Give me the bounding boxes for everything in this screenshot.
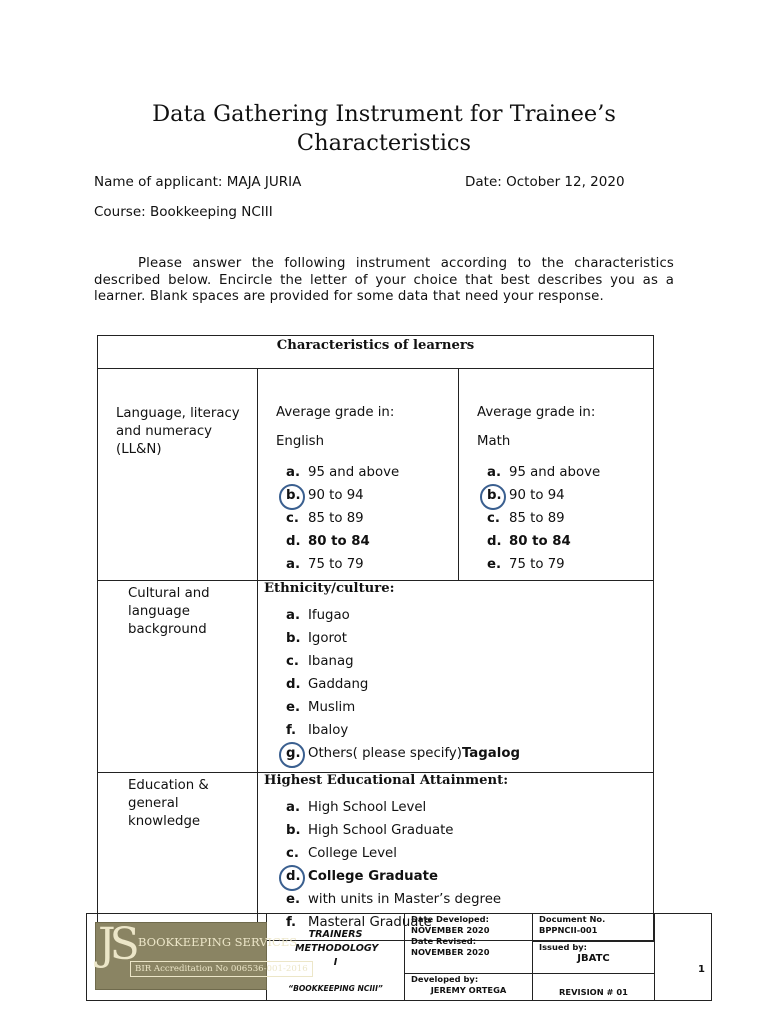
culture-option-0[interactable] (286, 604, 653, 627)
english-cell (258, 369, 459, 581)
footer-date-developed: Date Developed: NOVEMBER 2020 (411, 914, 490, 935)
option-label: Gaddang (308, 677, 369, 692)
option-label: 90 to 94 (509, 488, 565, 503)
culture-option-5[interactable] (286, 719, 653, 742)
option-text (308, 796, 426, 819)
date-field: Date: October 12, 2020 (465, 174, 625, 190)
culture-option-4[interactable] (286, 696, 653, 719)
option-label: 85 to 89 (308, 511, 364, 526)
option-label: 80 to 84 (509, 534, 571, 549)
footer-revision: REVISION # 01 (559, 987, 628, 997)
option-label: 80 to 84 (308, 534, 370, 549)
company-logo (95, 919, 308, 990)
education-option-3[interactable] (286, 865, 653, 888)
applicant-name: Name of applicant: MAJA JURIA (94, 174, 302, 190)
option-text (308, 650, 354, 673)
education-option-1[interactable] (286, 819, 653, 842)
footer-developed-label: Developed by: (411, 974, 479, 984)
footer-date-revised: Date Revised: NOVEMBER 2020 (411, 936, 490, 957)
logo-js: JS (98, 919, 134, 970)
option-letter: d. (286, 534, 301, 549)
option-label: Others( please specify) (308, 746, 462, 761)
english-option-1[interactable] (286, 484, 458, 507)
document-title (0, 100, 768, 158)
document-footer (86, 913, 712, 1001)
option-label: Igorot (308, 631, 348, 646)
option-label: Masteral Graduate (308, 915, 432, 930)
option-letter: d. (286, 869, 301, 884)
option-text (308, 696, 355, 719)
option-answer: Tagalog (461, 746, 520, 761)
category-education: Education & general knowledge (128, 778, 209, 829)
option-letter: c. (286, 846, 299, 861)
english-subject: English (276, 434, 325, 449)
option-label: Muslim (308, 700, 356, 715)
option-text (509, 553, 565, 576)
footer-page-number: 1 (698, 964, 705, 975)
option-letter: d. (487, 534, 502, 549)
option-text (308, 742, 520, 765)
option-text (308, 484, 364, 507)
option-label: Ibaloy (308, 723, 349, 738)
title-line-1: Data Gathering Instrument for Trainee’s (152, 101, 616, 127)
option-label: Ifugao (308, 608, 350, 623)
footer-course: “BOOKKEEPING NCIII” (288, 984, 383, 993)
footer-revision-cell (533, 974, 655, 1000)
option-label: 95 and above (308, 465, 400, 480)
title-line-2: Characteristics (296, 130, 472, 156)
english-options (286, 461, 458, 576)
education-title: Highest Educational Attainment: (264, 773, 509, 788)
culture-options (286, 604, 653, 765)
option-label: 95 and above (509, 465, 601, 480)
option-letter: b. (286, 631, 301, 646)
option-letter: d. (286, 677, 301, 692)
option-text (509, 461, 600, 484)
logo-accreditation: BIR Accreditation No 006536-001-2016 (130, 961, 313, 977)
option-text (308, 604, 350, 627)
footer-issued-cell (533, 942, 655, 974)
option-label: High School Level (308, 800, 427, 815)
category-llnm: Language, literacy and numeracy (LL&N) (116, 406, 240, 457)
category-llnm-cell (98, 369, 258, 581)
math-option-4[interactable] (487, 553, 653, 576)
option-letter: e. (286, 892, 301, 907)
math-option-0[interactable] (487, 461, 653, 484)
culture-option-6[interactable] (286, 742, 653, 765)
education-option-2[interactable] (286, 842, 653, 865)
option-text (509, 507, 565, 530)
footer-issued-label: Issued by: (539, 942, 587, 952)
option-letter: a. (286, 557, 301, 572)
culture-cell (258, 581, 654, 773)
footer-docno-cell (533, 914, 655, 942)
english-option-2[interactable] (286, 507, 458, 530)
option-letter: a. (286, 800, 301, 815)
english-option-3[interactable] (286, 530, 458, 553)
culture-option-1[interactable] (286, 627, 653, 650)
option-text (308, 865, 438, 888)
instructions-paragraph: Please answer the following instrument according to the characteristics described below. Encircle the letter of your choice that best describes you as a learner. Blank spaces are provided for some data that need your response. (94, 256, 674, 305)
option-label: 90 to 94 (308, 488, 364, 503)
english-option-4[interactable] (286, 553, 458, 576)
option-letter: b. (286, 488, 301, 503)
option-letter: f. (286, 723, 297, 738)
category-culture-cell (98, 581, 258, 773)
option-text (308, 461, 399, 484)
category-culture: Cultural and language background (128, 586, 210, 637)
option-letter: g. (286, 746, 301, 761)
option-label: 85 to 89 (509, 511, 565, 526)
footer-dates-cell (405, 914, 533, 974)
math-options (487, 461, 653, 576)
option-text (308, 627, 347, 650)
math-option-2[interactable] (487, 507, 653, 530)
option-text (308, 530, 370, 553)
option-letter: c. (487, 511, 500, 526)
option-text (308, 888, 501, 911)
footer-trainers: TRAINERS METHODOLOGY I (295, 929, 379, 968)
option-text (308, 553, 364, 576)
math-option-1[interactable] (487, 484, 653, 507)
footer-title-cell (267, 914, 405, 1000)
option-label: Ibanag (308, 654, 354, 669)
option-letter: a. (286, 608, 301, 623)
option-letter: c. (286, 654, 299, 669)
footer-logo-cell (87, 914, 308, 1000)
course-field: Course: Bookkeeping NCIII (94, 204, 273, 220)
option-text (308, 819, 454, 842)
math-option-3[interactable] (487, 530, 653, 553)
option-letter: b. (487, 488, 502, 503)
option-letter: a. (487, 465, 502, 480)
option-text (308, 842, 397, 865)
option-text (308, 507, 364, 530)
education-option-0[interactable] (286, 796, 653, 819)
math-cell (459, 369, 654, 581)
option-label: 75 to 79 (509, 557, 565, 572)
english-heading: Average grade in: (276, 405, 395, 420)
option-letter: b. (286, 823, 301, 838)
math-subject: Math (477, 434, 511, 449)
option-letter: e. (286, 700, 301, 715)
option-label: College Level (308, 846, 397, 861)
option-label: with units in Master’s degree (308, 892, 502, 907)
footer-developer: JEREMY ORTEGA (430, 985, 507, 995)
footer-developed-cell (405, 974, 533, 1000)
table-header: Characteristics of learners (98, 336, 654, 369)
option-letter: c. (286, 511, 299, 526)
option-label: 75 to 79 (308, 557, 364, 572)
option-text (308, 673, 368, 696)
english-option-0[interactable] (286, 461, 458, 484)
footer-document-no: Document No. BPPNCII-001 (539, 914, 606, 935)
characteristics-table (97, 335, 654, 941)
option-letter: e. (487, 557, 502, 572)
option-letter: a. (286, 465, 301, 480)
logo-company-name: BOOKKEEPING SERVICES (138, 935, 298, 949)
math-heading: Average grade in: (477, 405, 596, 420)
option-letter: f. (286, 915, 297, 930)
culture-option-2[interactable] (286, 650, 653, 673)
culture-option-3[interactable] (286, 673, 653, 696)
option-text (509, 484, 565, 507)
option-text (308, 719, 348, 742)
option-label: High School Graduate (308, 823, 454, 838)
option-text (509, 530, 571, 553)
education-option-4[interactable] (286, 888, 653, 911)
option-label: College Graduate (308, 869, 438, 884)
footer-issuer: JBATC (577, 953, 610, 964)
culture-title: Ethnicity/culture: (264, 581, 395, 596)
